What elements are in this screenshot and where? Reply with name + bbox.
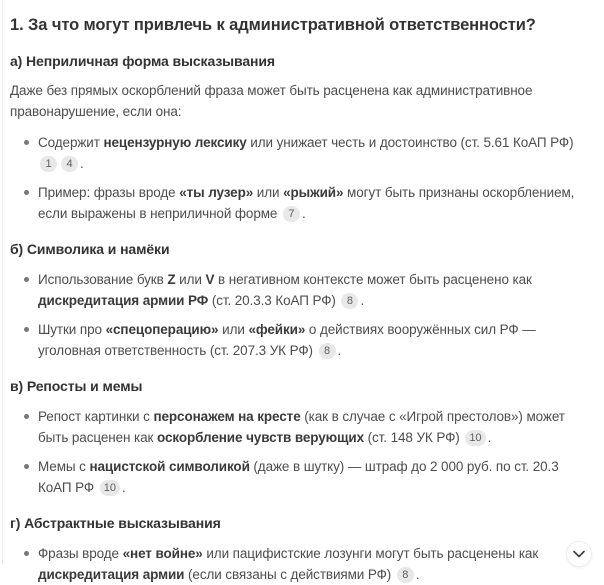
citation-badge[interactable]: 8 [397,567,414,583]
text-run: Использование букв [38,272,168,287]
section-heading: г) Абстрактные высказывания [10,515,221,531]
text-run: или унижает честь и достоинство (ст. 5.61 КоАП РФ) [246,135,574,150]
content-left-border [2,0,3,564]
citation-badge[interactable]: 8 [319,343,336,359]
text-run: . [122,480,126,495]
text-run: . [415,567,420,582]
citation-badge[interactable]: 10 [465,430,485,446]
text-run: . [301,206,306,221]
text-run: (даже в шутку) — штраф до 2 000 руб. по ст. 20.3 КоАП РФ [38,459,559,495]
bold-text: дискредитация армии РФ [38,293,209,308]
text-run: Шутки про [38,322,106,337]
bullet-list [10,406,592,498]
list-item [38,543,592,585]
text-run: о действиях вооружённых сил РФ — уголовная ответственность (ст. 207.3 УК РФ) [38,322,536,358]
text-run: Мемы с [38,459,90,474]
text-run: . [337,343,342,358]
sections-container [10,52,592,585]
text-run: Содержит [38,135,104,150]
section-heading: б) Символика и намёки [10,241,170,257]
bold-text: нецензурную лексику [103,135,247,150]
text-run: (как в случае с «Игрой престолов») может быть расценен как [38,409,565,445]
citation-badge[interactable]: 8 [341,293,358,309]
text-run: в негативном контексте может быть расценено как [214,272,532,287]
text-run: Репост картинки с [38,409,154,424]
list-item [38,456,592,498]
citation-badge[interactable]: 1 [40,156,57,172]
text-run: или [253,185,284,200]
citation-badge[interactable]: 4 [61,156,78,172]
bold-text: «нет войне» [122,546,203,561]
bold-text: персонажем на кресте [153,409,301,424]
scroll-to-bottom-button[interactable] [566,541,592,567]
text-run: . [80,156,84,171]
bold-text: «рыжий» [283,185,344,200]
bold-text: дискредитация армии [38,567,185,582]
bold-text: V [205,272,215,287]
section-heading: а) Неприличная форма высказывания [10,53,275,69]
bold-text: «спецоперацию» [105,322,219,337]
bold-text: Z [167,272,176,287]
section-heading: в) Репосты и мемы [10,378,143,394]
list-item [38,132,592,174]
citation-badge[interactable]: 10 [100,480,120,496]
page-title: 1. За что могут привлечь к административной ответственности? [10,16,536,34]
bullet-list [10,543,592,585]
text-run: или [218,322,249,337]
text-run: Пример: фразы вроде [38,185,180,200]
text-run: или пацифистские лозунги могут быть расценены как [202,546,539,561]
list-item [38,319,592,361]
bullet-list [10,269,592,361]
bold-text: нацистской символикой [89,459,250,474]
text-run: Фразы вроде [38,546,123,561]
bold-text: «ты лузер» [179,185,254,200]
text-run: могут быть признаны оскорблением, если выражены в неприличной форме [38,185,575,221]
text-run: (ст. 148 УК РФ) [363,430,464,445]
text-run: или [175,272,206,287]
citation-badge[interactable]: 7 [283,206,300,222]
bold-text: «фейки» [248,322,306,337]
bold-text: оскорбление чувств верующих [157,430,364,445]
list-item [38,406,592,448]
text-run: . [360,293,365,308]
section-intro: Даже без прямых оскорблений фраза может быть расценена как административное правонарушение, если она: [10,83,533,119]
text-run: (ст. 20.3.3 КоАП РФ) [208,293,340,308]
chevron-down-icon [573,550,585,558]
list-item [38,182,592,224]
text-run: . [487,430,492,445]
bullet-list [10,132,592,224]
text-run: (если связаны с действиями РФ) [184,567,395,582]
list-item [38,269,592,311]
